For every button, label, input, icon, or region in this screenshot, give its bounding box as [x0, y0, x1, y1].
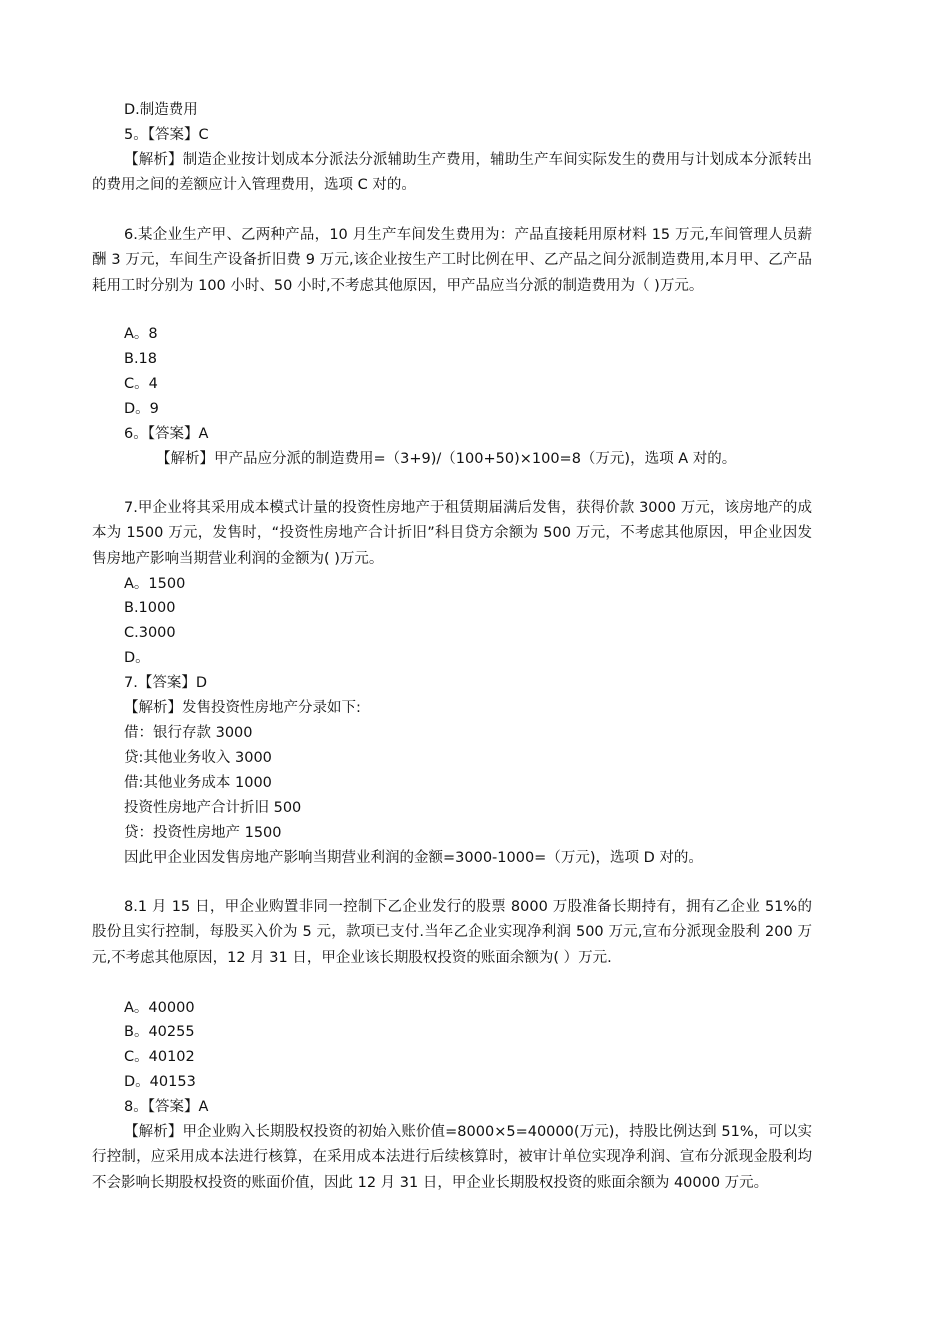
option-a-q8: A。40000: [124, 1000, 195, 1016]
analysis-q8: 【解析】甲企业购入长期股权投资的初始入账价值=8000×5=40000(万元)，持股比例达到 51%，可以实行控制，应采用成本法进行核算，在采用成本法进行后续核算时，被审计单位实现净利润、宣布分派现金股利均不会影响长期股权投资的账面价值，因此 12 月 31 日，甲企业长期股权投资的账面余额为 40000 万元。: [92, 1124, 812, 1191]
answer-q5: 5。【答案】C: [124, 127, 209, 143]
option-c-q6: C。4: [124, 376, 158, 392]
option-b-q8: B。40255: [124, 1024, 195, 1040]
option-c-q8: C。40102: [124, 1049, 195, 1065]
answer-q7: 7.【答案】D: [124, 675, 207, 691]
option-d-q6: D。9: [124, 401, 159, 417]
option-a-q6: A。8: [124, 326, 158, 342]
option-a-q7: A。1500: [124, 576, 186, 592]
question-7: 7.甲企业将其采用成本模式计量的投资性房地产于租赁期届满后发售，获得价款 3000 万元，该房地产的成本为 1500 万元，发售时，“投资性房地产合计折旧”科目贷方余额为 500 万元，不考虑其他原因，甲企业因发售房地产影响当期营业利润的金额为( )万元。: [92, 500, 812, 567]
question-8: 8.1 月 15 日，甲企业购置非同一控制下乙企业发行的股票 8000 万股准备长期持有，拥有乙企业 51%的股份且实行控制，每股买入价为 5 元，款项已支付.当年乙企业实现净利润 500 万元,宣布分派现金股利 200 万元,不考虑其他原因，12 月 31 日，甲企业该长期股权投资的账面余额为( ）万元.: [92, 899, 812, 966]
answer-q6: 6。【答案】A: [124, 426, 209, 442]
answer-q8: 8。【答案】A: [124, 1099, 209, 1115]
journal-entry-line: 借：银行存款 3000: [124, 725, 253, 741]
journal-entry-line: 贷：投资性房地产 1500: [124, 825, 282, 841]
option-d-q4: D.制造费用: [124, 102, 198, 118]
journal-entry-line: 贷:其他业务收入 3000: [124, 750, 272, 766]
journal-entry-line: 借:其他业务成本 1000: [124, 775, 272, 791]
option-c-q7: C.3000: [124, 625, 176, 641]
analysis-q6: 【解析】甲产品应分派的制造费用=（3+9)/（100+50)×100=8（万元)，选项 A 对的。: [156, 451, 737, 467]
journal-entry-line: 投资性房地产合计折旧 500: [124, 800, 302, 816]
analysis-q5: 【解析】制造企业按计划成本分派法分派辅助生产费用，辅助生产车间实际发生的费用与计划成本分派转出的费用之间的差额应计入管理费用，选项 C 对的。: [92, 152, 812, 194]
option-b-q6: B.18: [124, 351, 158, 367]
question-6: 6.某企业生产甲、乙两种产品，10 月生产车间发生费用为：产品直接耗用原材料 15 万元,车间管理人员薪酬 3 万元，车间生产设备折旧费 9 万元,该企业按生产工时比例在甲、乙产品之间分派制造费用,本月甲、乙产品耗用工时分别为 100 小时、50 小时,不考虑其他原因，甲产品应当分派的制造费用为（ )万元。: [92, 227, 812, 294]
option-d-q8: D。40153: [124, 1074, 196, 1090]
conclusion-q7: 因此甲企业因发售房地产影响当期营业利润的金额=3000-1000=（万元)，选项 D 对的。: [124, 850, 703, 866]
analysis-q7: 【解析】发售投资性房地产分录如下:: [124, 700, 361, 716]
option-d-q7: D。: [124, 650, 150, 666]
option-b-q7: B.1000: [124, 600, 176, 616]
